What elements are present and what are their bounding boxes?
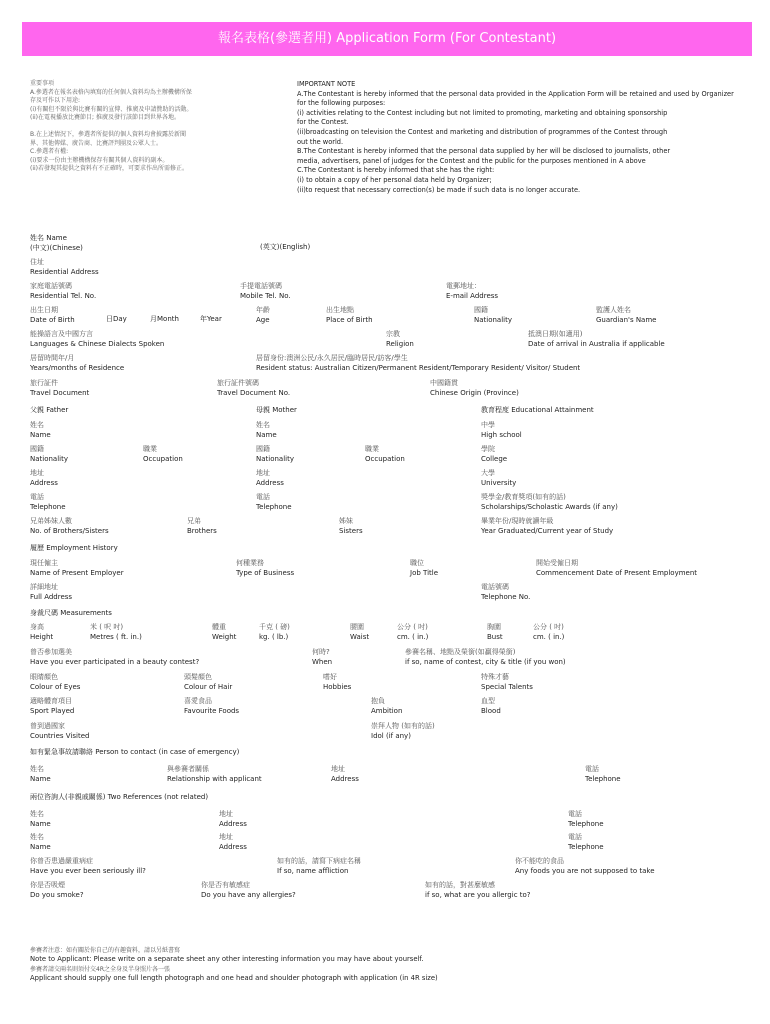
employer-en: Name of Present Employer — [30, 568, 124, 577]
idol-cn: 崇拜人物 (如有的話) — [371, 722, 435, 730]
graduation-en: Year Graduated/Current year of Study — [481, 526, 614, 535]
bust-en: Bust — [487, 632, 503, 641]
full-address-en: Full Address — [30, 592, 73, 601]
pob-en: Place of Birth — [326, 315, 373, 324]
father-telephone-en: Telephone — [30, 502, 66, 511]
college-field — [481, 445, 507, 464]
notice-en-line: C.The Contestant is hereby informed that she has the right: — [297, 166, 495, 175]
allergies-cn: 你是否有敏感症 — [201, 881, 250, 889]
college-cn: 學院 — [481, 445, 495, 453]
notice-en-line: IMPORTANT NOTE — [297, 80, 356, 88]
father-occupation-en: Occupation — [143, 454, 183, 463]
employment-section-title: 履歷 Employment History — [30, 544, 118, 552]
high-school-field — [481, 421, 522, 440]
employer-tel-field — [481, 583, 530, 602]
emergency-section-title: 如有緊急事故請聯絡 Person to contact (in case of emergency) — [30, 748, 240, 756]
employer-field — [30, 559, 124, 578]
name-chinese-label: (中文)(Chinese) — [30, 243, 83, 252]
resident-status-field — [256, 354, 580, 373]
emergency-telephone-field — [585, 765, 621, 784]
origin-en: Chinese Origin (Province) — [430, 388, 519, 397]
contest-when-cn: 何時? — [312, 648, 330, 656]
religion-field — [386, 330, 414, 349]
languages-cn: 能操語言及中國方言 — [30, 330, 93, 338]
weight-units-cn: 千克 ( 磅) — [259, 623, 290, 631]
origin-field — [430, 379, 519, 398]
father-telephone-field — [30, 493, 66, 512]
mobile-cn: 手提電話號碼 — [240, 282, 282, 290]
nationality-field — [474, 306, 512, 325]
business-type-en: Type of Business — [236, 568, 295, 577]
residence-years-cn: 居留時間年/月 — [30, 354, 75, 362]
brothers-field — [187, 517, 217, 536]
bust-units-en: cm. ( in.) — [533, 632, 565, 641]
important-notice-chinese — [30, 80, 270, 174]
emergency-name-cn: 姓名 — [30, 765, 44, 773]
notice-cn-line: (ii)若發現其提供之資料有不正確時，可要求作出所需修正。 — [30, 165, 189, 173]
religion-en: Religion — [386, 339, 414, 348]
college-en: College — [481, 454, 508, 463]
allergic-to-field — [425, 881, 531, 900]
measurements-section-title: 身裁尺碼 Measurements — [30, 609, 112, 617]
beauty-contest-en: Have you ever participated in a beauty contest? — [30, 657, 200, 666]
travel-doc-en: Travel Document — [30, 388, 90, 397]
contest-when-en: When — [312, 657, 333, 666]
height-field — [30, 623, 53, 642]
commencement-field — [536, 559, 697, 578]
ref2-telephone-cn: 電話 — [568, 833, 582, 841]
notice-cn-line: B.在上述情況下，參選者所提供的個人資料均會披露於新聞 — [30, 130, 187, 138]
weight-units-en: kg. ( lb.) — [259, 632, 289, 641]
emergency-address-field — [331, 765, 359, 784]
contest-name-field — [405, 648, 566, 667]
mother-address-field — [256, 469, 284, 488]
foods-field — [184, 697, 239, 716]
affliction-field — [277, 857, 361, 876]
ref2-address-cn: 地址 — [219, 833, 233, 841]
weight-cn: 體重 — [212, 623, 226, 631]
home-tel-cn: 家庭電話號碼 — [30, 282, 72, 290]
notice-en-line: (i) activities relating to the Contest including but not limited to promoting, marketing and obtaining sponsorship — [297, 108, 668, 117]
notice-en-line: for the Contest. — [297, 118, 349, 127]
mother-name-cn: 姓名 — [256, 421, 270, 429]
pob-cn: 出生地點 — [326, 306, 354, 314]
footer-photo-cn: 參賽者請交兩名則須付交4R之全身及半身照片各一張 — [30, 965, 170, 973]
notice-cn-line: 存及可作以下用途: — [30, 97, 81, 105]
education-section-title: 教育程度 Educational Attainment — [481, 406, 594, 414]
employer-cn: 現任僱主 — [30, 559, 58, 567]
origin-cn: 中國籍貫 — [430, 379, 458, 387]
smoking-cn: 你是否吸煙 — [30, 881, 65, 889]
email-field — [446, 282, 498, 301]
job-title-cn: 職位 — [410, 559, 424, 567]
height-cn: 身高 — [30, 623, 44, 631]
beauty-contest-field — [30, 648, 199, 667]
relationship-cn: 與參賽者關係 — [167, 765, 209, 773]
ambition-en: Ambition — [371, 706, 403, 715]
father-name-en: Name — [30, 430, 51, 439]
emergency-name-en: Name — [30, 774, 51, 783]
blood-en: Blood — [481, 706, 501, 715]
notice-cn-line: (i)要求一份由主辦機構保存有關其個人資料的副本。 — [30, 156, 169, 164]
job-title-en: Job Title — [410, 568, 439, 577]
footer-notes — [30, 946, 438, 984]
contest-name-cn: 參賽名稱、地點及榮銜(如贏得榮銜) — [405, 648, 516, 656]
waist-units-cn: 公分 ( 吋) — [397, 623, 428, 631]
hobbies-field — [323, 673, 351, 692]
brothers-en: Brothers — [187, 526, 217, 535]
father-address-field — [30, 469, 58, 488]
resident-status-en: Resident status: Australian Citizen/Permanent Resident/Temporary Resident/ Visitor/ Student — [256, 363, 581, 372]
employer-tel-en: Telephone No. — [481, 592, 531, 601]
ref2-telephone-en: Telephone — [568, 842, 604, 851]
blood-cn: 血型 — [481, 697, 495, 705]
father-nationality-en: Nationality — [30, 454, 69, 463]
footer-note-cn: 參賽者注意：如有關於你自己的有趣資料，請以另紙書寫 — [30, 947, 181, 954]
mother-address-en: Address — [256, 478, 284, 487]
home-tel-field — [30, 282, 96, 301]
restricted-foods-en: Any foods you are not supposed to take — [515, 866, 655, 875]
idol-field — [371, 722, 435, 741]
email-en: E-mail Address — [446, 291, 499, 300]
bust-units-cn: 公分 ( 吋) — [533, 623, 564, 631]
father-name-cn: 姓名 — [30, 421, 44, 429]
notice-en-line: (ii)to request that necessary correction(s) be made if such data is no longer accurate. — [297, 185, 581, 194]
languages-field — [30, 330, 164, 349]
notice-en-line: for the following purposes: — [297, 99, 386, 108]
age-cn: 年齡 — [256, 306, 270, 314]
graduation-field — [481, 517, 613, 536]
pob-field — [326, 306, 373, 325]
scholarship-cn: 獎學金/教育獎項(如有的話) — [481, 493, 566, 501]
residence-years-en: Years/months of Residence — [30, 363, 125, 372]
countries-en: Countries Visited — [30, 731, 90, 740]
high-school-cn: 中學 — [481, 421, 495, 429]
hobbies-en: Hobbies — [323, 682, 352, 691]
father-occupation-cn: 職業 — [143, 445, 157, 453]
sisters-en: Sisters — [339, 526, 363, 535]
mobile-en: Mobile Tel. No. — [240, 291, 291, 300]
notice-cn-line: C.參選者有權: — [30, 148, 69, 156]
father-occupation-field — [143, 445, 183, 464]
full-address-cn: 詳細地址 — [30, 583, 58, 591]
employer-tel-cn: 電話號碼 — [481, 583, 509, 591]
notice-cn-line: 重要事項 — [30, 80, 55, 87]
relationship-field — [167, 765, 262, 784]
languages-en: Languages & Chinese Dialects Spoken — [30, 339, 165, 348]
notice-en-line: B.The Contestant is hereby informed that the personal data supplied by her will be disclosed to journalists, other — [297, 147, 671, 156]
arrival-cn: 抵澳日期(如適用) — [528, 330, 583, 338]
smoking-en: Do you smoke? — [30, 890, 84, 899]
sisters-field — [339, 517, 363, 536]
mother-section-title: 母親 Mother — [256, 406, 297, 414]
ref2-name-en: Name — [30, 842, 51, 851]
dob-en: Date of Birth — [30, 315, 75, 324]
talents-en: Special Talents — [481, 682, 533, 691]
contest-when-field — [312, 648, 332, 667]
smoking-field — [30, 881, 84, 900]
mother-name-en: Name — [256, 430, 277, 439]
mobile-field — [240, 282, 291, 301]
illness-en: Have you ever been seriously ill? — [30, 866, 146, 875]
father-nationality-cn: 國籍 — [30, 445, 44, 453]
allergies-field — [201, 881, 296, 900]
address-cn: 住址 — [30, 258, 44, 266]
religion-cn: 宗教 — [386, 330, 400, 338]
affliction-cn: 如有的話，請寫下病症名稱 — [277, 857, 361, 865]
mother-occupation-en: Occupation — [365, 454, 405, 463]
emergency-telephone-en: Telephone — [585, 774, 621, 783]
affliction-en: If so, name affliction — [277, 866, 349, 875]
references-section-title: 兩位咨詢人(非親戚關係) Two References (not related) — [30, 793, 209, 801]
name-english-label: (英文)(English) — [260, 243, 311, 251]
notice-cn-line: (i)有關但不限於與比賽有關的宣傳、推廣及申請贊助的活動。 — [30, 105, 193, 113]
emergency-name-field — [30, 765, 51, 784]
guardian-cn: 監護人姓名 — [596, 306, 631, 314]
father-address-cn: 地址 — [30, 469, 44, 477]
mother-occupation-field — [365, 445, 405, 464]
ref2-name-field — [30, 833, 51, 852]
hair-colour-cn: 頭髮顏色 — [184, 673, 212, 681]
dob-cn: 出生日期 — [30, 306, 58, 314]
scholarship-field — [481, 493, 618, 512]
university-en: University — [481, 478, 517, 487]
ref1-telephone-cn: 電話 — [568, 810, 582, 818]
ambition-cn: 抱負 — [371, 697, 385, 705]
height-units-en: Metres ( ft. in.) — [90, 632, 142, 641]
notice-cn-spacer — [30, 123, 270, 131]
foods-cn: 喜愛食品 — [184, 697, 212, 705]
bust-units — [533, 623, 564, 642]
waist-units-en: cm. ( in.) — [397, 632, 429, 641]
ref2-address-en: Address — [219, 842, 247, 851]
mother-address-cn: 地址 — [256, 469, 270, 477]
footer-photo-en: Applicant should supply one full length photograph and one head and shoulder photograph with application (in 4R size) — [30, 974, 438, 983]
eye-colour-field — [30, 673, 80, 692]
countries-cn: 曾到過國家 — [30, 722, 65, 730]
university-field — [481, 469, 516, 488]
commencement-en: Commencement Date of Present Employment — [536, 568, 698, 577]
form-title-banner — [22, 22, 752, 56]
notice-en-line: (i) to obtain a copy of her personal data held by Organizer; — [297, 175, 492, 184]
allergies-en: Do you have any allergies? — [201, 890, 296, 899]
ambition-field — [371, 697, 402, 716]
father-section-title: 父親 Father — [30, 406, 69, 414]
business-type-cn: 何種業務 — [236, 559, 264, 567]
allergic-to-cn: 如有的話，對甚麼敏感 — [425, 881, 495, 889]
business-type-field — [236, 559, 294, 578]
scholarship-en: Scholarships/Scholastic Awards (if any) — [481, 502, 618, 511]
age-field — [256, 306, 270, 325]
ref2-name-cn: 姓名 — [30, 833, 44, 841]
weight-units — [259, 623, 290, 642]
mother-telephone-en: Telephone — [256, 502, 292, 511]
notice-cn-line: 界、其他傳媒、廣告商、比賽評判團及公眾人士。 — [30, 139, 163, 147]
commencement-cn: 開始受僱日期 — [536, 559, 578, 567]
sport-cn: 適略體育項目 — [30, 697, 72, 705]
ref2-address-field — [219, 833, 247, 852]
siblings-cn: 兄弟姊妹人數 — [30, 517, 72, 525]
blood-field — [481, 697, 501, 716]
dob-month-label: 月Month — [150, 315, 179, 323]
ref1-telephone-field — [568, 810, 604, 829]
job-title-field — [410, 559, 438, 578]
mother-nationality-field — [256, 445, 294, 464]
waist-field — [350, 623, 369, 642]
talents-field — [481, 673, 533, 692]
notice-en-line: media, advertisers, panel of judges for the Contest and the public for the purposes mentioned in A above — [297, 156, 646, 165]
notice-cn-line: A.參選者在報名表格內填寫的任何個人資料均為主辦機構所保 — [30, 88, 192, 96]
emergency-address-en: Address — [331, 774, 359, 783]
arrival-en: Date of arrival in Australia if applicable — [528, 339, 665, 348]
relationship-en: Relationship with applicant — [167, 774, 262, 783]
waist-cn: 腰圍 — [350, 623, 364, 631]
emergency-address-cn: 地址 — [331, 765, 345, 773]
residence-years-field — [30, 354, 124, 373]
illness-cn: 你曾否患過嚴重病症 — [30, 857, 93, 865]
dob-year-label: 年Year — [200, 315, 222, 323]
sport-field — [30, 697, 74, 716]
bust-field — [487, 623, 503, 642]
footer-note-en: Note to Applicant: Please write on a separate sheet any other interesting information you may have about yourself. — [30, 955, 424, 964]
illness-field — [30, 857, 146, 876]
name-label-text: 姓名 Name — [30, 234, 67, 242]
allergic-to-en: if so, what are you allergic to? — [425, 890, 531, 899]
talents-cn: 特殊才藝 — [481, 673, 509, 681]
address-en: Residential Address — [30, 267, 99, 276]
guardian-field — [596, 306, 656, 325]
ref1-name-cn: 姓名 — [30, 810, 44, 818]
siblings-field — [30, 517, 109, 536]
high-school-en: High school — [481, 430, 522, 439]
father-address-en: Address — [30, 478, 58, 487]
height-en: Height — [30, 632, 54, 641]
height-units-cn: 米 ( 呎 吋) — [90, 623, 124, 631]
age-en: Age — [256, 315, 270, 324]
ref1-name-en: Name — [30, 819, 51, 828]
countries-field — [30, 722, 89, 741]
dob-field — [30, 306, 75, 325]
siblings-en: No. of Brothers/Sisters — [30, 526, 109, 535]
graduation-cn: 畢業年份/現時就讀年級 — [481, 517, 554, 525]
father-nationality-field — [30, 445, 68, 464]
travel-doc-field — [30, 379, 89, 398]
father-name-field — [30, 421, 51, 440]
mother-telephone-field — [256, 493, 292, 512]
ref1-telephone-en: Telephone — [568, 819, 604, 828]
mother-name-field — [256, 421, 277, 440]
restricted-foods-field — [515, 857, 655, 876]
travel-doc-no-field — [217, 379, 290, 398]
ref1-address-en: Address — [219, 819, 247, 828]
brothers-cn: 兄弟 — [187, 517, 201, 525]
home-tel-en: Residential Tel. No. — [30, 291, 97, 300]
father-telephone-cn: 電話 — [30, 493, 44, 501]
travel-doc-cn: 旅行証件 — [30, 379, 58, 387]
name-label — [30, 234, 83, 253]
eye-colour-cn: 眼睛顏色 — [30, 673, 58, 681]
nationality-en: Nationality — [474, 315, 513, 324]
contest-name-en: if so, name of contest, city & title (if you won) — [405, 657, 566, 666]
ref1-address-field — [219, 810, 247, 829]
restricted-foods-cn: 你不能吃的食品 — [515, 857, 564, 865]
idol-en: Idol (if any) — [371, 731, 411, 740]
hair-colour-en: Colour of Hair — [184, 682, 233, 691]
notice-en-line: (ii)broadcasting on television the Contest and marketing and distribution of programmes of the Contest through — [297, 127, 668, 136]
mother-telephone-cn: 電話 — [256, 493, 270, 501]
resident-status-cn: 居留身份:澳洲公民/永久居民/臨時居民/訪客/學生 — [256, 354, 408, 362]
foods-en: Favourite Foods — [184, 706, 240, 715]
ref2-telephone-field — [568, 833, 604, 852]
hair-colour-field — [184, 673, 232, 692]
emergency-telephone-cn: 電話 — [585, 765, 599, 773]
eye-colour-en: Colour of Eyes — [30, 682, 81, 691]
address-field — [30, 258, 99, 277]
guardian-en: Guardian's Name — [596, 315, 657, 324]
full-address-field — [30, 583, 72, 602]
dob-day-label: 日Day — [106, 315, 127, 323]
ref1-name-field — [30, 810, 51, 829]
waist-en: Waist — [350, 632, 370, 641]
weight-field — [212, 623, 236, 642]
weight-en: Weight — [212, 632, 237, 641]
height-units — [90, 623, 142, 642]
sisters-cn: 姊妹 — [339, 517, 353, 525]
hobbies-cn: 嗜好 — [323, 673, 337, 681]
sport-en: Sport Played — [30, 706, 75, 715]
beauty-contest-cn: 曾否參加選美 — [30, 648, 72, 656]
bust-cn: 胸圍 — [487, 623, 501, 631]
ref1-address-cn: 地址 — [219, 810, 233, 818]
important-notice-english — [297, 80, 757, 195]
mother-occupation-cn: 職業 — [365, 445, 379, 453]
email-cn: 電郵地址： — [446, 282, 481, 290]
travel-doc-no-en: Travel Document No. — [217, 388, 291, 397]
travel-doc-no-cn: 旅行証件號碼 — [217, 379, 259, 387]
notice-cn-line: (ii)在電視播放比賽節目; 推廣及發行該節目到世界各地。 — [30, 114, 180, 122]
form-title: 報名表格(參選者用) Application Form (For Contestant) — [217, 31, 557, 46]
mother-nationality-en: Nationality — [256, 454, 295, 463]
arrival-field — [528, 330, 665, 349]
notice-en-line: A.The Contestant is hereby informed that the personal data provided in the Application Form will be retained and used by Organizer — [297, 89, 734, 98]
notice-en-line: out the world. — [297, 137, 344, 146]
nationality-cn: 國籍 — [474, 306, 488, 314]
waist-units — [397, 623, 428, 642]
mother-nationality-cn: 國籍 — [256, 445, 270, 453]
university-cn: 大學 — [481, 469, 495, 477]
